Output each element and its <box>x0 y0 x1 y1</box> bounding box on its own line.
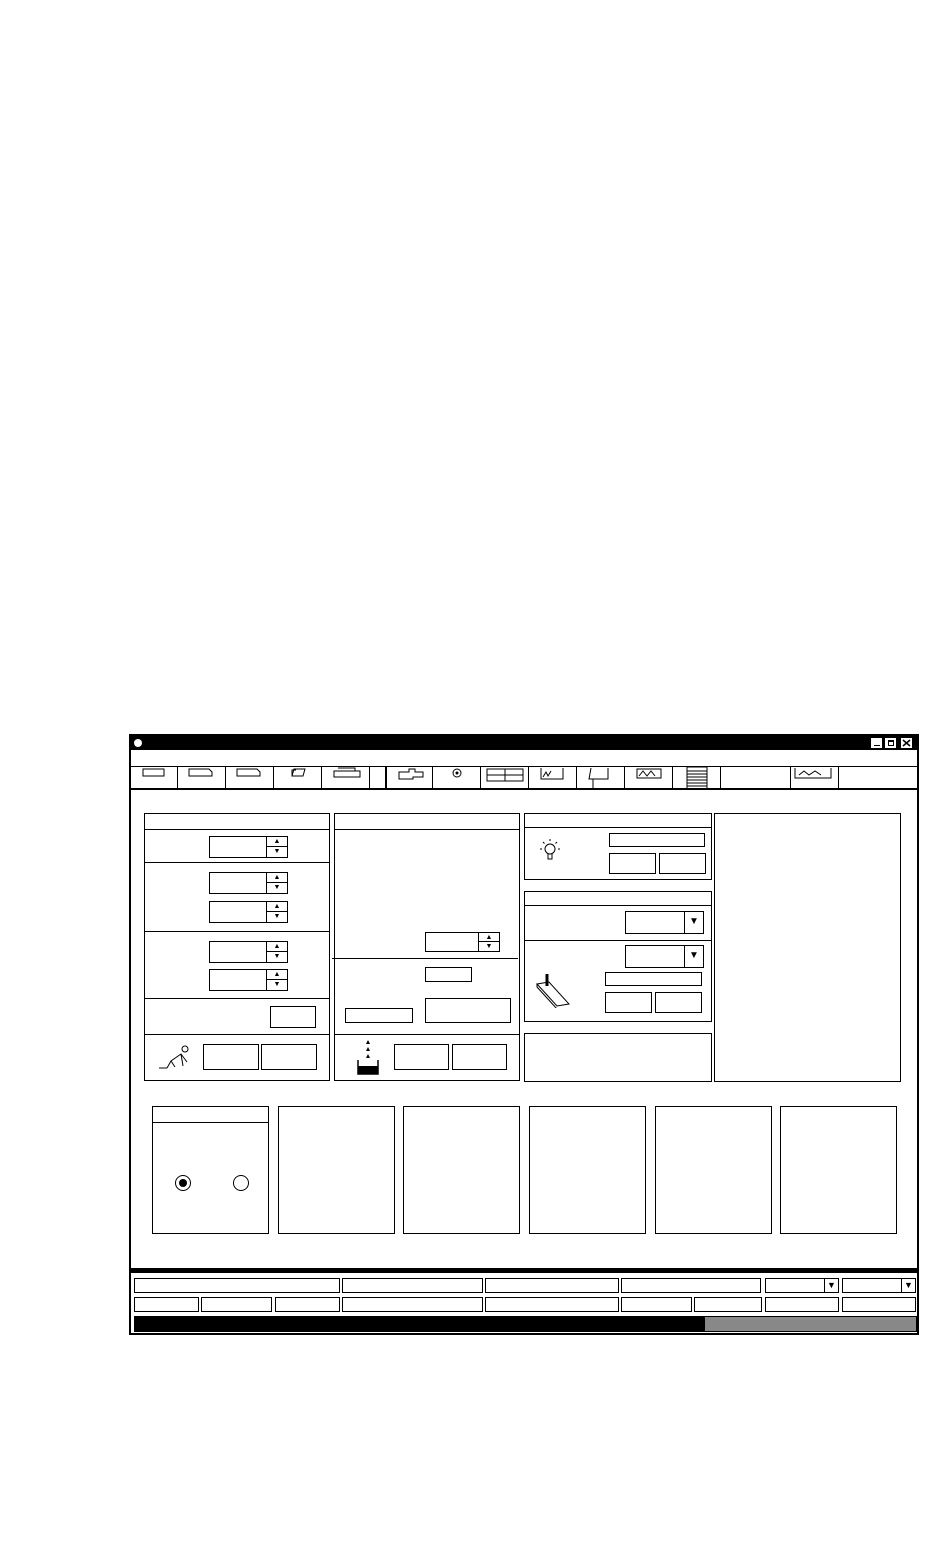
status-field <box>342 1278 483 1293</box>
dispense-panel <box>334 813 520 1081</box>
spin-down-icon[interactable]: ▼ <box>273 913 281 920</box>
status-dropdown-2[interactable] <box>842 1278 916 1293</box>
print-icon[interactable] <box>322 767 370 789</box>
middle-action-button-1[interactable] <box>394 1044 449 1070</box>
spin-up-icon[interactable]: ▲ <box>267 970 287 980</box>
spin-up-icon[interactable]: ▲ <box>267 942 287 952</box>
spinner-1[interactable] <box>209 836 288 858</box>
maximize-icon[interactable] <box>885 738 896 748</box>
message-area <box>524 1033 712 1082</box>
parameters-panel <box>144 813 330 1081</box>
small-button[interactable] <box>270 1006 316 1028</box>
slide-dropper-icon <box>533 972 571 1008</box>
hand-pointer-icon[interactable] <box>386 767 433 789</box>
radio-option-2[interactable] <box>233 1175 249 1191</box>
lower-box-5 <box>780 1106 897 1234</box>
radio-option-1[interactable] <box>175 1175 191 1191</box>
lower-box-3 <box>529 1106 646 1234</box>
spinner-4[interactable] <box>209 941 288 963</box>
line-graph-icon[interactable] <box>529 767 577 789</box>
spin-down-icon[interactable]: ▼ <box>273 848 281 855</box>
new-page-icon[interactable] <box>178 767 226 789</box>
close-icon[interactable] <box>901 738 912 748</box>
figure-icon <box>157 1044 191 1070</box>
spin-up-icon[interactable]: ▲ <box>267 902 287 912</box>
lamp-button-1[interactable] <box>609 853 656 874</box>
spinner-2[interactable] <box>209 872 288 894</box>
status-cell <box>621 1297 692 1312</box>
sample-field[interactable] <box>605 972 702 986</box>
settings-dial-icon[interactable] <box>433 767 481 789</box>
light-bulb-icon <box>537 838 563 864</box>
new-file-icon[interactable] <box>131 767 178 789</box>
sample-dropdown-1[interactable] <box>625 911 704 934</box>
open-folder-icon[interactable] <box>274 767 322 789</box>
left-action-button-2[interactable] <box>261 1044 317 1070</box>
toolbar-separator <box>370 767 386 789</box>
results-list[interactable] <box>714 813 901 1082</box>
spin-up-icon[interactable]: ▲ <box>267 873 287 883</box>
status-divider <box>131 1268 917 1273</box>
sample-dropdown-2[interactable] <box>625 945 704 968</box>
lamp-field[interactable] <box>609 833 705 847</box>
table-grid-icon[interactable] <box>481 767 529 789</box>
copy-page-icon[interactable] <box>226 767 274 789</box>
status-cell <box>765 1297 839 1312</box>
progress-bar <box>134 1316 917 1332</box>
chevron-down-icon[interactable]: ▼ <box>684 946 703 967</box>
radio-group-box <box>152 1106 269 1234</box>
toolbar-blank-button[interactable] <box>721 767 791 789</box>
waveform-icon[interactable] <box>625 767 673 789</box>
status-cell <box>275 1297 340 1312</box>
status-cell <box>485 1297 619 1312</box>
wave-chart-icon[interactable] <box>791 767 839 789</box>
status-cell <box>342 1297 483 1312</box>
sample-button-1[interactable] <box>605 992 652 1013</box>
spin-down-icon[interactable]: ▼ <box>273 953 281 960</box>
list-lines-icon[interactable] <box>673 767 721 789</box>
status-field <box>621 1278 761 1293</box>
status-cell <box>694 1297 762 1312</box>
chevron-down-icon[interactable]: ▼ <box>824 1279 838 1292</box>
spin-up-icon[interactable]: ▲ <box>267 837 287 847</box>
chevron-down-icon[interactable]: ▼ <box>901 1279 915 1292</box>
status-cell <box>201 1297 272 1312</box>
title-bar <box>131 736 917 750</box>
middle-left-field[interactable] <box>345 1008 413 1023</box>
sample-button-2[interactable] <box>655 992 702 1013</box>
status-cell <box>842 1297 916 1312</box>
middle-wide-button[interactable] <box>425 998 511 1023</box>
lower-box-2 <box>403 1106 520 1234</box>
spinner-3[interactable] <box>209 901 288 923</box>
toolbar <box>131 766 917 790</box>
middle-value-field[interactable] <box>425 967 472 982</box>
status-cell <box>134 1297 199 1312</box>
status-dropdown-1[interactable] <box>765 1278 839 1293</box>
left-action-button-1[interactable] <box>203 1044 259 1070</box>
lamp-panel <box>524 813 712 880</box>
spin-down-icon[interactable]: ▼ <box>273 981 281 988</box>
status-field <box>485 1278 619 1293</box>
spin-up-icon[interactable]: ▲ <box>479 933 499 942</box>
sample-panel <box>524 891 712 1022</box>
spinner-5[interactable] <box>209 969 288 991</box>
lower-box-4 <box>655 1106 772 1234</box>
status-field <box>134 1278 340 1293</box>
progress-fill <box>135 1317 705 1331</box>
chevron-down-icon[interactable]: ▼ <box>684 912 703 933</box>
middle-action-button-2[interactable] <box>452 1044 507 1070</box>
window-menu-icon[interactable] <box>134 739 142 747</box>
middle-spinner[interactable] <box>425 932 500 952</box>
drip-beaker-icon <box>355 1038 381 1076</box>
lower-box-1 <box>278 1106 395 1234</box>
spin-down-icon[interactable]: ▼ <box>273 884 281 891</box>
document-view-icon[interactable] <box>577 767 625 789</box>
spin-down-icon[interactable]: ▼ <box>485 943 493 950</box>
minimize-icon[interactable] <box>871 738 882 748</box>
app-window <box>129 734 919 1335</box>
lamp-button-2[interactable] <box>659 853 706 874</box>
